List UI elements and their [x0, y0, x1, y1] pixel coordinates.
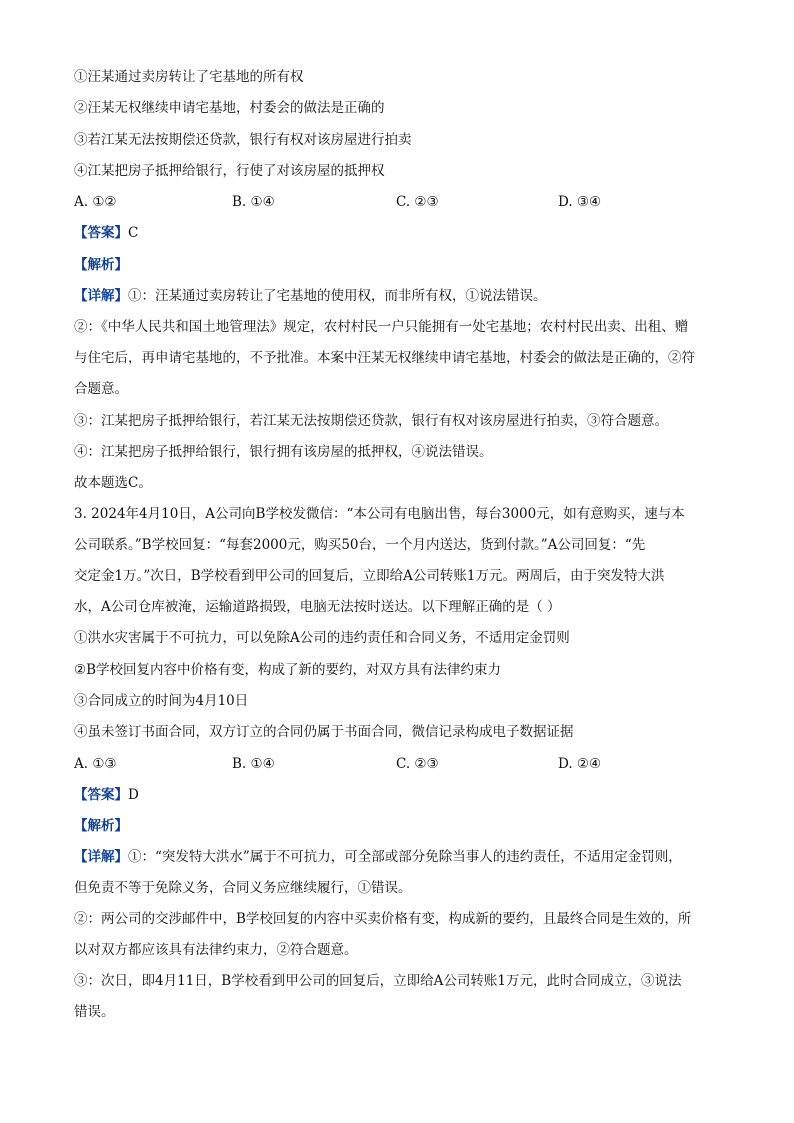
q3-detail-line-6: 错误。: [74, 1004, 115, 1020]
q3-stem-line-3: 交定金1万。”次日，B学校看到甲公司的回复后，立即给A公司转账1万元。两周后，由于突发特大洪: [74, 568, 665, 584]
q2-statement-4: ④江某把房子抵押给银行，行使了对该房屋的抵押权: [74, 163, 385, 179]
q2-option-b: B. ①④: [232, 194, 275, 210]
q2-statement-1: ①汪某通过卖房转让了宅基地的所有权: [74, 69, 304, 85]
q2-detail-line-6: ④：江某把房子抵押给银行，银行拥有该房屋的抵押权，④说法错误。: [74, 444, 493, 460]
detail-text: ①：汪某通过卖房转让了宅基地的使用权，而非所有权，①说法错误。: [128, 288, 547, 304]
q3-option-a: A. ①③: [74, 756, 117, 772]
q3-stem-line-4: 水，A公司仓库被淹，运输道路损毁，电脑无法按时送达。以下理解正确的是（ ）: [74, 599, 561, 615]
q2-analysis-heading: [74, 256, 722, 274]
detail-label: 【详解】: [74, 288, 128, 304]
detail-text: ①：“突发特大洪水”属于不可抗力，可全部或部分免除当事人的违约责任，不适用定金罚则，: [128, 849, 682, 865]
q3-detail-line-1: [74, 848, 722, 866]
q2-detail-line-4: 合题意。: [74, 381, 128, 397]
answer-label: 【答案】: [74, 787, 128, 803]
q2-option-d: D. ③④: [558, 194, 602, 210]
q3-statement-4: ④虽未签订书面合同，双方订立的合同仍属于书面合同，微信记录构成电子数据证据: [74, 724, 574, 740]
q2-statement-3: ③若江某无法按期偿还贷款，银行有权对该房屋进行拍卖: [74, 132, 412, 148]
q3-stem-line-2: 公司联系。”B学校回复：“每套2000元，购买50台，一个月内送达，货到付款。”A公司回复：“先: [74, 537, 646, 553]
q3-analysis-heading: [74, 817, 722, 835]
answer-value: D: [128, 787, 139, 803]
q3-detail-line-4: 以对双方都应该具有法律约束力，②符合题意。: [74, 942, 358, 958]
q3-option-c: C. ②③: [396, 756, 439, 772]
q2-option-a: A. ①②: [74, 194, 117, 210]
answer-value: C: [128, 225, 139, 241]
q3-option-d: D. ②④: [558, 756, 602, 772]
q2-conclusion: 故本题选C。: [74, 475, 152, 491]
q3-statement-2: ②B学校回复内容中价格有变，构成了新的要约，对双方具有法律约束力: [74, 662, 502, 678]
q3-answer: [74, 786, 722, 804]
q2-statement-2: ②汪某无权继续申请宅基地，村委会的做法是正确的: [74, 100, 385, 116]
q2-option-c: C. ②③: [396, 194, 439, 210]
q2-detail-line-5: ③：江某把房子抵押给银行，若江某无法按期偿还贷款，银行有权对该房屋进行拍卖，③符合题意。: [74, 413, 668, 429]
analysis-label: 【解析】: [74, 257, 128, 273]
q3-detail-line-5: ③：次日，即4月11日，B学校看到甲公司的回复后，立即给A公司转账1万元，此时合同成立，③说法: [74, 973, 682, 989]
q3-option-b: B. ①④: [232, 756, 275, 772]
q2-detail-line-1: [74, 287, 722, 305]
q3-statement-3: ③合同成立的时间为4月10日: [74, 693, 249, 709]
q2-detail-line-3: 与住宅后，再申请宅基地的，不予批准。本案中汪某无权继续申请宅基地，村委会的做法是正确的，②符: [74, 350, 695, 366]
q3-stem-line-1: 3. 2024年4月10日，A公司向B学校发微信：“本公司有电脑出售，每台3000元，如有意购买，速与本: [74, 506, 685, 522]
q3-detail-line-2: 但免责不等于免除义务，合同义务应继续履行，①错误。: [74, 880, 412, 896]
analysis-label: 【解析】: [74, 818, 128, 834]
q3-statement-1: ①洪水灾害属于不可抗力，可以免除A公司的违约责任和合同义务，不适用定金罚则: [74, 630, 570, 646]
q2-detail-line-2: ②：《中华人民共和国土地管理法》规定，农村村民一户只能拥有一处宅基地；农村村民出卖、出租、赠: [74, 319, 689, 335]
answer-label: 【答案】: [74, 225, 128, 241]
q3-detail-line-3: ②：两公司的交涉邮件中，B学校回复的内容中买卖价格有变，构成新的要约，且最终合同是生效的，所: [74, 911, 692, 927]
q2-answer: [74, 224, 722, 242]
detail-label: 【详解】: [74, 849, 128, 865]
